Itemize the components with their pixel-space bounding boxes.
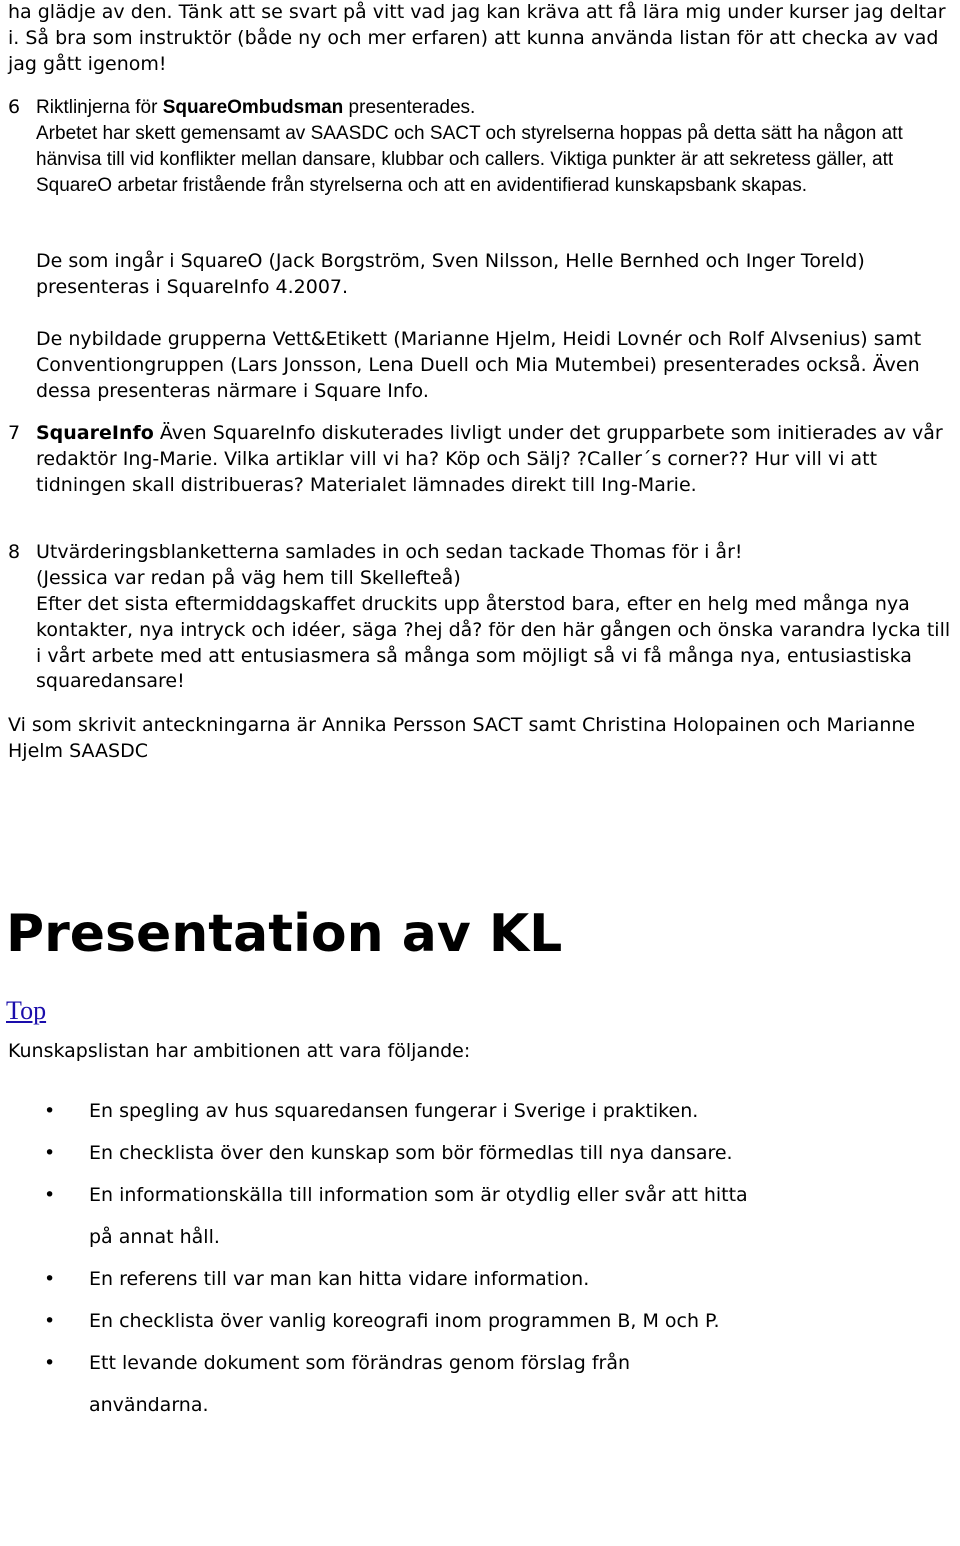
list-item-text: En checklista över den kunskap som bör förmedlas till nya dansare. (89, 1142, 733, 1164)
new-groups-paragraph: De nybildade grupperna Vett&Etikett (Marianne Hjelm, Heidi Lovnér och Rolf Alvsenius) samt Conventiongruppen (Lars Jonsson, Lena Duell och Mia Mutembei) presenterades också. Även dessa presenteras närmare i Square Info. (36, 328, 922, 402)
intro-continuation: ha glädje av den. Tänk att se svart på vitt vad jag kan kräva att få lära mig under kurser jag deltar i. Så bra som instruktör (både ny och mer erfaren) att kunna använda listan för att checka av vad jag gått igenom! (8, 1, 946, 75)
item-8-line-1: Utvärderingsblanketterna samlades in och sedan tackade Thomas för i år! (36, 541, 743, 563)
item-7-text: Även SquareInfo diskuterades livligt under det grupparbete som initierades av vår redaktör Ing-Marie. Vilka artiklar vill vi ha? Köp och Sälj? ?Caller´s corner?? Hur vill vi att tidningen skall distribueras? Materialet lämnades direkt till Ing-Marie. (36, 422, 943, 496)
item-6-tail: presenterades. (343, 97, 476, 118)
bullet-icon: • (44, 1184, 56, 1206)
bullet-icon: • (44, 1310, 56, 1332)
knowledge-list (0, 1090, 960, 1426)
list-item-text: Ett levande dokument som förändras genom förslag från användarna. (89, 1352, 631, 1416)
top-link[interactable]: Top (6, 996, 47, 1025)
squareo-members-paragraph: De som ingår i SquareO (Jack Borgström, Sven Nilsson, Helle Bernhed och Inger Toreld) presenteras i SquareInfo 4.2007. (36, 250, 865, 298)
list-item (0, 1300, 749, 1342)
authors-paragraph: Vi som skrivit anteckningarna är Annika Persson SACT samt Christina Holopainen och Marianne Hjelm SAASDC (8, 714, 916, 762)
bullet-icon: • (44, 1268, 56, 1290)
bullet-icon: • (44, 1142, 56, 1164)
list-item-text: En referens till var man kan hitta vidare information. (89, 1268, 590, 1290)
section-heading: Presentation av KL (6, 904, 563, 964)
bullet-icon: • (44, 1352, 56, 1374)
list-item (0, 1258, 749, 1300)
item-7-number: 7 (8, 422, 21, 444)
list-item-text: En spegling av hus squaredansen fungerar i Sverige i praktiken. (89, 1100, 699, 1122)
item-6-body: Arbetet har skett gemensamt av SAASDC och SACT och styrelserna hoppas på detta sätt ha någon att hänvisa till vid konflikter mellan dansare, klubbar och callers. Viktiga punkter är att sekretess gäller, att SquareO arbetar fristående från styrelserna och att en avidentifierad kunskapsbank skapas. (36, 123, 903, 196)
knowledge-list-intro: Kunskapslistan har ambitionen att vara följande: (8, 1040, 471, 1062)
list-item (0, 1342, 749, 1426)
item-8-line-3: Efter det sista eftermiddagskaffet druckits upp återstod bara, efter en helg med många nya kontakter, nya intryck och idéer, säga ?hej då? för den här gången och önska varandra lycka till i vårt arbete med att entusiasmera så många som möjligt så vi få många nya, entusiastiska squaredansare! (36, 593, 951, 693)
list-item-text: En informationskälla till information som är otydlig eller svår att hitta på annat håll. (89, 1184, 748, 1248)
list-item (0, 1090, 749, 1132)
item-6-heading (36, 95, 958, 121)
item-8-number: 8 (8, 541, 21, 563)
list-item (0, 1174, 749, 1258)
item-7-paragraph (36, 421, 958, 498)
item-6-bold-term: SquareOmbudsman (162, 97, 344, 118)
item-6-lead: Riktlinjerna för (36, 97, 163, 118)
item-7-bold-term: SquareInfo (36, 422, 154, 444)
item-8-line-2: (Jessica var redan på väg hem till Skellefteå) (36, 567, 461, 589)
item-6-number: 6 (8, 96, 21, 118)
list-item (0, 1132, 749, 1174)
list-item-text: En checklista över vanlig koreografi inom programmen B, M och P. (89, 1310, 720, 1332)
bullet-icon: • (44, 1100, 56, 1122)
